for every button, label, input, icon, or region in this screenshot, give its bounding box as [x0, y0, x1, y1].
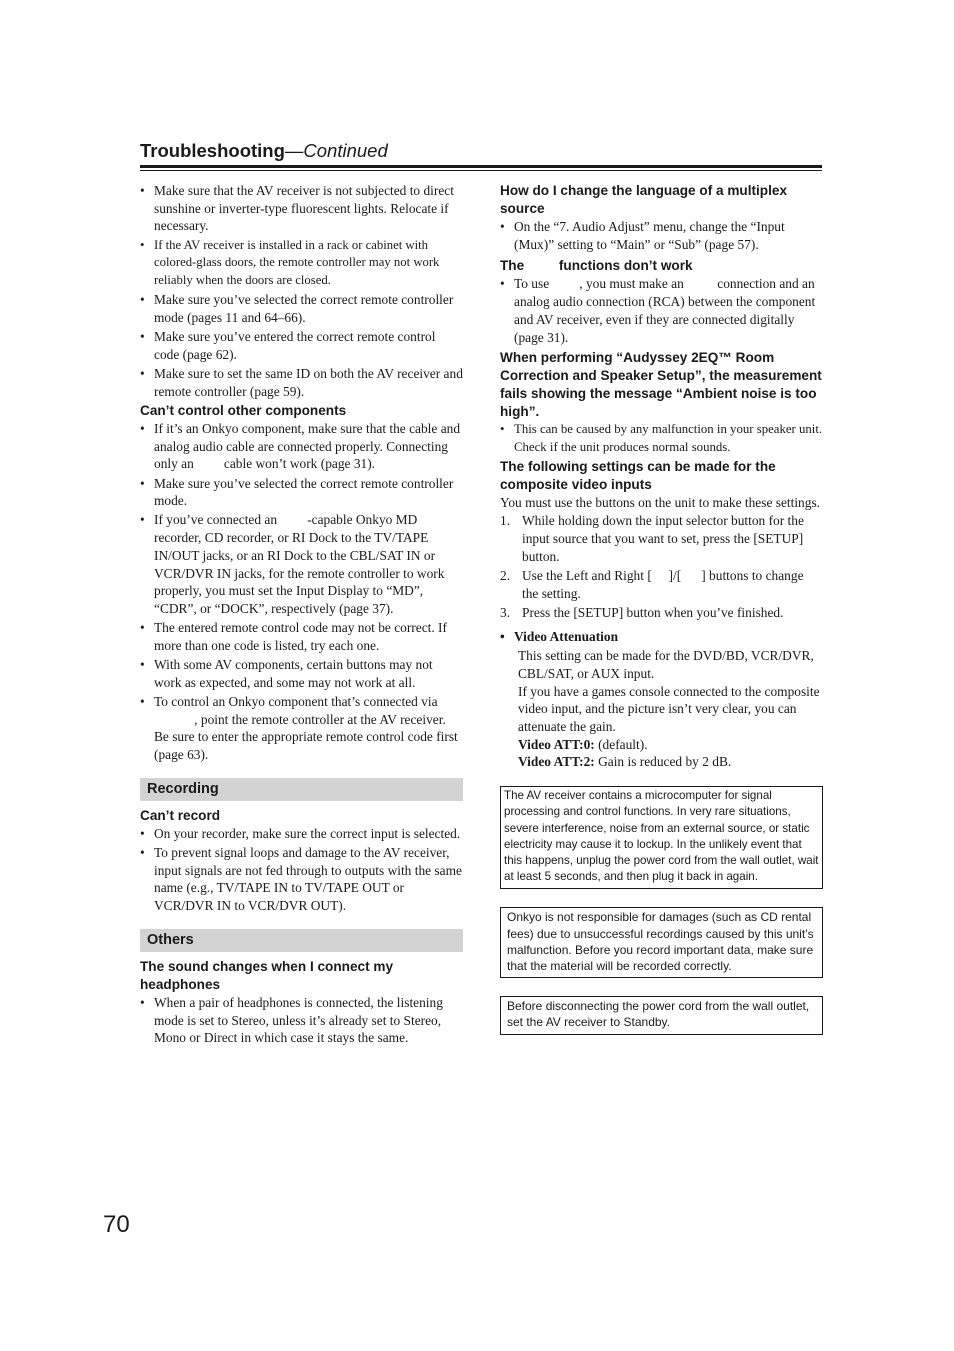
- step-item: [500, 567, 823, 603]
- heading-cant-record: Can’t record: [140, 807, 221, 823]
- others-bullets: [140, 994, 463, 1047]
- list-item: • Make sure that the AV receiver is not subjected to direct sunshine or inverter-type fluorescent lights. Relocate if necessary.: [140, 182, 463, 235]
- heading-headphones: The sound changes when I connect my headphones: [140, 958, 394, 992]
- composite-intro: You must use the buttons on the unit to make these settings.: [500, 495, 821, 511]
- list-item: • On your recorder, make sure the correct input is selected.: [140, 825, 463, 843]
- cant-control-bullets: [140, 420, 463, 764]
- title-text: Troubleshooting: [140, 140, 285, 161]
- header-rule-thick: [140, 165, 822, 168]
- intro-bullets: [140, 182, 463, 400]
- video-att-option-0: [500, 736, 823, 754]
- list-item: • If the AV receiver is installed in a rack or cabinet with colored-glass doors, the remote controller may not work reliably when the doors are closed.: [140, 237, 463, 290]
- video-att-desc2: If you have a games console connected to the composite video input, and the picture isn’t very clear, you can attenuate the gain.: [518, 683, 820, 735]
- heading-composite: The following settings can be made for the composite video inputs: [500, 459, 776, 493]
- list-item: • If it’s an Onkyo component, make sure that the cable and analog audio cable are connected properly. Connecting only an cable won’t work (page 31).: [140, 420, 463, 473]
- recording-bullets: [140, 825, 463, 915]
- step-item: [500, 512, 823, 567]
- list-item: • To control an Onkyo component that’s connected via , point the remote controller at the AV receiver. Be sure to enter the appropriate remote control code first (page 63).: [140, 693, 463, 764]
- list-item: • Make sure you’ve selected the correct remote controller mode (pages 11 and 64–66).: [140, 291, 463, 326]
- video-att-desc1: This setting can be made for the DVD/BD, VCR/DVR, CBL/SAT, or AUX input.: [518, 648, 814, 681]
- heading-audyssey: When performing “Audyssey 2EQ™ Room Correction and Speaker Setup”, the measurement fails showing the message “Ambient noise is too high”.: [500, 350, 822, 420]
- left-column: [140, 182, 463, 1048]
- option-text: (default).: [594, 736, 648, 752]
- heading-functions: The functions don’t work: [500, 258, 693, 274]
- step-item: [500, 604, 823, 622]
- list-item: • Make sure you’ve entered the correct remote control code (page 62).: [140, 328, 463, 363]
- list-item: • Make sure to set the same ID on both the AV receiver and remote controller (page 59).: [140, 365, 463, 400]
- video-attenuation-label: Video Attenuation: [514, 629, 619, 645]
- list-item: • On the “7. Audio Adjust” menu, change the “Input (Mux)” setting to “Main” or “Sub” (page 57).: [500, 218, 823, 253]
- option-label: Video ATT:2:: [518, 754, 595, 770]
- step-number: 3.: [500, 604, 511, 620]
- video-att-option-2: [500, 753, 823, 771]
- video-attenuation: [500, 628, 823, 646]
- note-box-responsibility: Onkyo is not responsible for damages (such as CD rental fees) due to unsuccessful recordings caused by this unit’s malfunction. Before you record important data, make sure that the material will be recorded correctly.: [500, 907, 823, 978]
- section-recording: Recording: [140, 778, 463, 801]
- step-text: Use the Left and Right [ ]/[ ] buttons to change the setting.: [522, 567, 804, 602]
- list-item: • To use , you must make an connection and an analog audio connection (RCA) between the component and AV receiver, even if they are connected digitally (page 31).: [500, 275, 823, 346]
- page-title: [140, 139, 822, 163]
- note-box-microcomputer: The AV receiver contains a microcomputer for signal processing and control functions. In very rare situations, severe interference, noise from an external source, or static electricity may cause it to lockup. In the unlikely event that this happens, unplug the power cord from the wall outlet, wait at least 5 seconds, and then plug it back in again.: [500, 786, 823, 889]
- step-number: 1.: [500, 512, 511, 528]
- list-item: • Make sure you’ve selected the correct remote controller mode.: [140, 475, 463, 510]
- list-item: • This can be caused by any malfunction in your speaker unit. Check if the unit produces normal sounds.: [500, 421, 823, 456]
- audyssey-bullets: [500, 421, 823, 456]
- header-rule-thin: [140, 170, 822, 171]
- option-text: Gain is reduced by 2 dB.: [594, 754, 732, 770]
- title-continued: —Continued: [284, 140, 388, 161]
- note-box-power-cord: Before disconnecting the power cord from the wall outlet, set the AV receiver to Standby.: [500, 996, 823, 1034]
- functions-bullets: [500, 275, 823, 346]
- list-item: • When a pair of headphones is connected, the listening mode is set to Stereo, unless it’s already set to Stereo, Mono or Direct in which case it stays the same.: [140, 994, 463, 1047]
- step-text: While holding down the input selector button for the input source that you want to set, press the [SETUP] button.: [522, 512, 804, 565]
- step-number: 2.: [500, 567, 511, 583]
- page-header: [140, 139, 822, 171]
- video-attenuation-title: [500, 628, 823, 646]
- step-text: Press the [SETUP] button when you’ve finished.: [522, 604, 784, 620]
- composite-steps: [500, 512, 823, 622]
- heading-language: How do I change the language of a multiplex source: [500, 183, 788, 216]
- heading-cant-control: Can’t control other components: [140, 402, 347, 418]
- section-others: Others: [140, 929, 463, 952]
- page-number: 70: [103, 1211, 130, 1238]
- list-item: • To prevent signal loops and damage to the AV receiver, input signals are not fed through to outputs with the same name (e.g., TV/TAPE IN to TV/TAPE OUT or VCR/DVR IN to VCR/DVR OUT).: [140, 844, 463, 915]
- language-bullets: [500, 218, 823, 253]
- list-item: • With some AV components, certain buttons may not work as expected, and some may not work at all.: [140, 656, 463, 691]
- list-item: • If you’ve connected an -capable Onkyo MD recorder, CD recorder, or RI Dock to the TV/TAPE IN/OUT jacks, or an RI Dock to the CBL/SAT IN or VCR/DVR IN jacks, for the remote controller to work properly, you must set the Input Display to “MD”, “CDR”, or “DOCK”, respectively (page 37).: [140, 511, 463, 617]
- list-item: • The entered remote control code may not be correct. If more than one code is listed, try each one.: [140, 619, 463, 654]
- right-column: [500, 182, 823, 1035]
- option-label: Video ATT:0:: [518, 736, 595, 752]
